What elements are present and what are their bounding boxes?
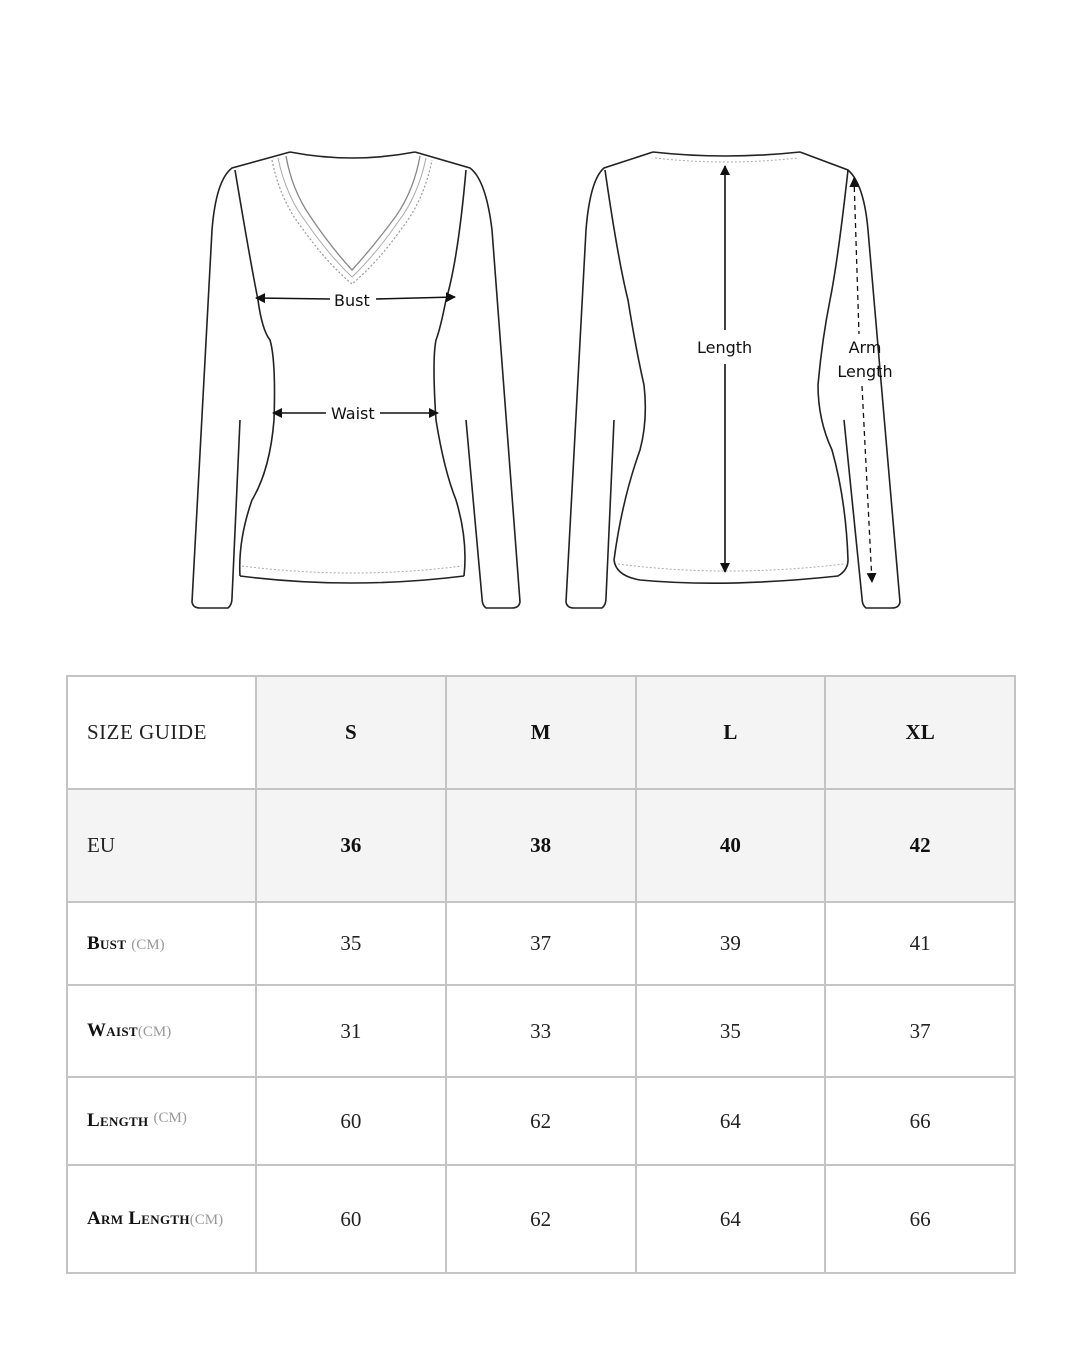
size-header-m: M [446, 676, 636, 789]
bust-value-xl: 41 [825, 902, 1015, 985]
front-garment [192, 152, 520, 608]
arm-length-label-line1: Arm [848, 338, 882, 357]
size-guide-title-cell [67, 676, 256, 789]
bust-value-s: 35 [256, 902, 446, 985]
size-header-xl: XL [825, 676, 1015, 789]
eu-value-xl: 42 [825, 789, 1015, 902]
eu-row [67, 789, 1015, 902]
table-row-waist [67, 985, 1015, 1077]
arm-length-value-l: 64 [636, 1165, 826, 1273]
bust-value-m: 37 [446, 902, 636, 985]
arm-length-value-m: 62 [446, 1165, 636, 1273]
table-row-bust [67, 902, 1015, 985]
size-header-row [67, 676, 1015, 789]
size-header-s: S [256, 676, 446, 789]
length-value-xl: 66 [825, 1077, 1015, 1165]
arm-length-label [830, 336, 900, 384]
size-header-l: L [636, 676, 826, 789]
garment-illustrations [0, 0, 1080, 640]
waist-label: Waist [328, 405, 378, 423]
size-guide-table [66, 675, 1016, 1274]
length-value-s: 60 [256, 1077, 446, 1165]
waist-value-s: 31 [256, 985, 446, 1077]
size-guide-title: SIZE GUIDE [87, 720, 207, 744]
arm-length-label-cell: Arm Length(CM) [67, 1165, 256, 1273]
length-label-cell: Length (CM) [67, 1077, 256, 1165]
arm-length-value-xl: 66 [825, 1165, 1015, 1273]
waist-value-m: 33 [446, 985, 636, 1077]
waist-label-cell: Waist(CM) [67, 985, 256, 1077]
table-row-length [67, 1077, 1015, 1165]
eu-value-l: 40 [636, 789, 826, 902]
eu-value-m: 38 [446, 789, 636, 902]
arm-length-value-s: 60 [256, 1165, 446, 1273]
garment-sketch-svg [0, 0, 1080, 640]
length-value-m: 62 [446, 1077, 636, 1165]
table-row-arm-length [67, 1165, 1015, 1273]
bust-value-l: 39 [636, 902, 826, 985]
bust-label: Bust [331, 292, 373, 310]
length-value-l: 64 [636, 1077, 826, 1165]
eu-label-cell: EU [67, 789, 256, 902]
eu-value-s: 36 [256, 789, 446, 902]
bust-label-cell: Bust (CM) [67, 902, 256, 985]
length-label: Length [694, 339, 755, 357]
waist-value-xl: 37 [825, 985, 1015, 1077]
arm-length-label-line2: Length [837, 362, 893, 381]
waist-value-l: 35 [636, 985, 826, 1077]
